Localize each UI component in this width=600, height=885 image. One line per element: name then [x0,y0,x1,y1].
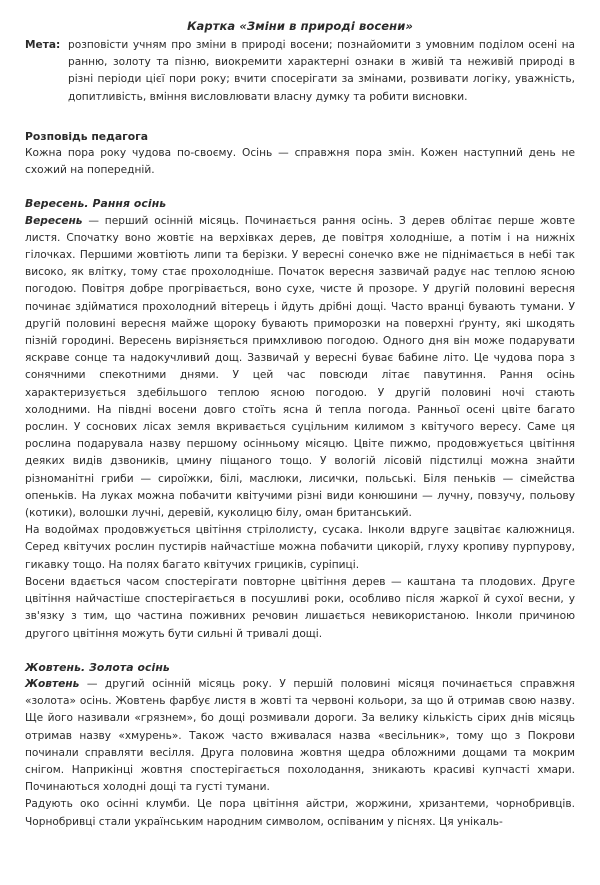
section-october [25,659,575,831]
paragraph [25,213,575,523]
section-spacer [25,106,575,128]
paragraph-lead: Жовтень [25,677,80,690]
paragraph [25,676,575,796]
section-spacer [25,643,575,659]
document-content [25,18,575,831]
paragraph: Радують око осінні клумби. Це пора цвітіння айстри, жоржини, хризантеми, чорнобривців. Чорнобривці стали українським народним символом, оспіваним у піснях. Ця унікаль- [25,798,575,828]
section-heading: Розповідь педагога [25,129,149,143]
aim-text: розповісти учням про зміни в природі восени; познайомити з умовним поділом осені на ранню, золоту та пізню, виокремити характерні ознаки в живій та неживій природі в різні періоди цієї пори року; вчити спосерігати за змінами, розвивати логіку, уважність, допитливість, вміння висловлювати власну думку та робити висновки. [68,39,575,103]
section-heading: Жовтень. Золота осінь [25,660,170,674]
paragraph-lead: Вересень [25,214,83,227]
aim-label: Мета: [25,39,61,51]
page-title: Картка «Зміни в природі восени» [187,19,413,33]
paragraph-text: — другий осінній місяць року. У першій половині місяця починається справжня «золота» осінь. Жовтень фарбує листя в жовті та червоні кольори, за що й отримав свою назву. Ще його називали «грязнем», бо дощі розмивали дороги. За велику кількість сірих днів місяць отримав назву «хмурень». Також часто вживалася назва «весільник», тому що з Покрови починали справляти весілля. Друга половина жовтня щедра обложними дощами та мокрим снігом. Наприкінці жовтня спостерігається похолодання, зникають красиві купчасті хмари. Починаються холодні дощі та густі тумани. [25,677,575,794]
section-teacher-story [25,128,575,180]
paragraph: На водоймах продовжується цвітіння стрілолисту, сусака. Інколи вдруге зацвітає калюжниця. Серед квітучих рослин пустирів найчастіше можна побачити цикорій, глуху кропиву пурпурову, гикавку тощо. На полях багато квітучих грициків, суріпиці. [25,524,575,571]
aim-block [25,37,575,106]
paragraph: Кожна пора року чудова по-своєму. Осінь — справжня пора змін. Кожен наступний день не схожий на попередній. [25,147,575,177]
section-spacer [25,179,575,195]
section-heading: Вересень. Рання осінь [25,197,167,211]
paragraph-text: — перший осінній місяць. Починається рання осінь. З дерев облітає перше жовте листя. Спочатку воно жовтіє на верхівках дерев, де повітря холодніше, а потім і на нижніх гілочках. Першими жовтіють липи та берізки. У вересні сонечко вже не піднімається в небі так високо, як влітку, тому стає прохолодніше. Початок вересня зазвичай радує нас теплою ясною погодою. Повітря добре прогрівається, воно сухе, чисте й прозоре. У другій половині вересня починає здійматися прохолодний вітерець і йдуть дрібні дощі. Часто вранці бувають тумани. У другій половині вересня майже щороку бувають приморозки на поверхні ґрунту, які шкодять пізній городині. Вересень вирізняється примхливою погодою. Одного дня він може подарувати яскраве сонце та надокучливий дощ. Зазвичай у вересні буває бабине літо. Це чудова пора з сонячними спекотними днями. У цей час повсюди літає павутиння. Рання осінь характеризується здебільшого теплою ясною погодою. У другій половині ночі стають холодними. На півдні восени довго стоїть ясна й тепла погода. Ранньої осені цвіте багато рослин. У соснових лісах земля вкривається суцільним килимом з квітучого вересу. Саме ця рослина подарувала назву першому осінньому місяцю. Цвіте пижмо, продовжується цвітіння деяких видів дзвоників, цмину піщаного тощо. У вологій лісовій підстилці можна знайти різноманітні гриби — сироїжки, білі, маслюки, лисички, польські. Біля пеньків — сімейства опеньків. На луках можна побачити квітучими різні види конюшини — лучну, повзучу, польову (котики), волошки лучні, деревій, куколицю білу, оман британський. [25,214,575,520]
paragraph: Восени вдається часом спостерігати повторне цвітіння дерев — каштана та плодових. Друге цвітіння найчастіше спостерігається в посушливі роки, особливо після жаркої й сухої весни, у зв'язку з тим, що частина поживних речовин лишається невикористаною. Інколи причиною другого цвітіння можуть бути сильні й тривалі дощі. [25,575,575,640]
section-september [25,195,575,642]
